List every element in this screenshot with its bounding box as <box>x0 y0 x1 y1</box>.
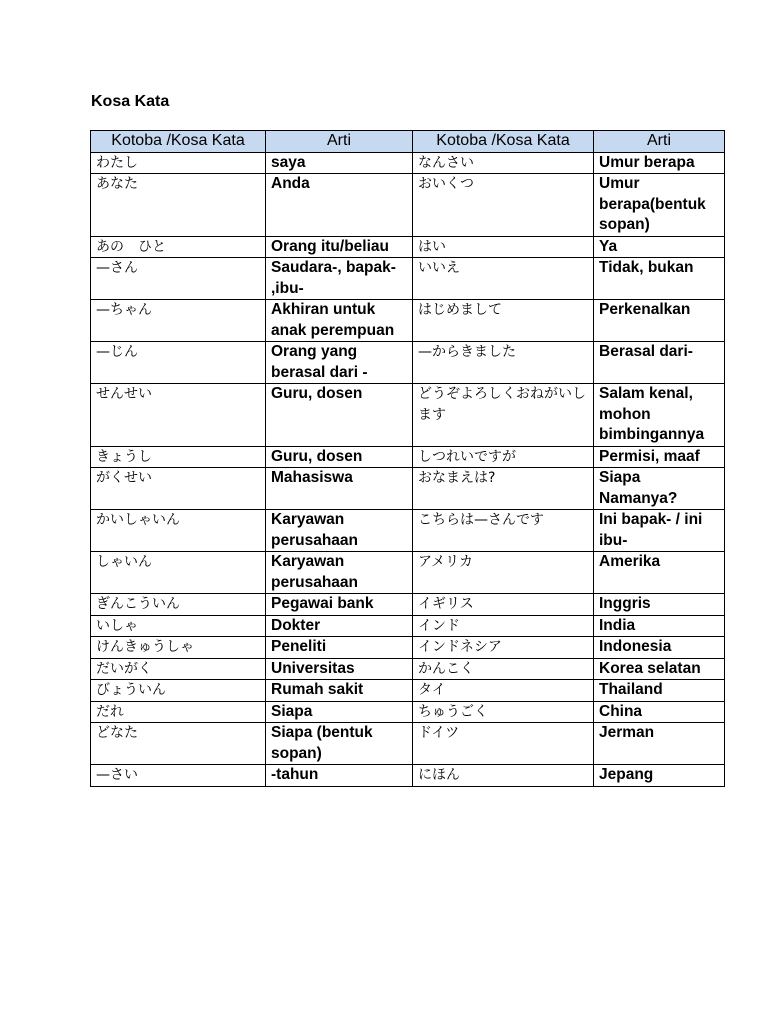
table-row <box>91 152 725 174</box>
page-title: Kosa Kata <box>91 93 170 110</box>
indonesian-meaning-cell: Thailand <box>594 680 725 702</box>
header-kotoba-2: Kotoba /Kosa Kata <box>413 131 594 153</box>
japanese-word-cell: ぎんこういん <box>91 594 266 616</box>
japanese-word-cell: —さい <box>91 765 266 787</box>
indonesian-meaning-cell: India <box>594 615 725 637</box>
japanese-word-cell: いいえ <box>413 258 594 300</box>
japanese-word-cell: けんきゅうしゃ <box>91 637 266 659</box>
indonesian-meaning-cell: Anda <box>266 174 413 237</box>
indonesian-meaning-cell: Ini bapak- / ini ibu- <box>594 510 725 552</box>
header-kotoba-1: Kotoba /Kosa Kata <box>91 131 266 153</box>
indonesian-meaning-cell: Siapa Namanya? <box>594 468 725 510</box>
japanese-word-cell: だれ <box>91 701 266 723</box>
japanese-word-cell: はい <box>413 236 594 258</box>
japanese-word-cell: きょうし <box>91 446 266 468</box>
indonesian-meaning-cell: Karyawan perusahaan <box>266 552 413 594</box>
japanese-word-cell: にほん <box>413 765 594 787</box>
japanese-word-cell: ドイツ <box>413 723 594 765</box>
japanese-word-cell: あなた <box>91 174 266 237</box>
indonesian-meaning-cell: Guru, dosen <box>266 384 413 447</box>
indonesian-meaning-cell: Jerman <box>594 723 725 765</box>
indonesian-meaning-cell: Guru, dosen <box>266 446 413 468</box>
table-row <box>91 552 725 594</box>
japanese-word-cell: なんさい <box>413 152 594 174</box>
table-row <box>91 174 725 237</box>
table-row <box>91 701 725 723</box>
japanese-word-cell: どなた <box>91 723 266 765</box>
indonesian-meaning-cell: Akhiran untuk anak perempuan <box>266 300 413 342</box>
indonesian-meaning-cell: Salam kenal, mohon bimbingannya <box>594 384 725 447</box>
indonesian-meaning-cell: Siapa (bentuk sopan) <box>266 723 413 765</box>
header-arti-1: Arti <box>266 131 413 153</box>
table-row <box>91 510 725 552</box>
japanese-word-cell: タイ <box>413 680 594 702</box>
japanese-word-cell: わたし <box>91 152 266 174</box>
japanese-word-cell: しつれいですが <box>413 446 594 468</box>
indonesian-meaning-cell: saya <box>266 152 413 174</box>
table-row <box>91 658 725 680</box>
table-row <box>91 384 725 447</box>
table-row <box>91 615 725 637</box>
indonesian-meaning-cell: Peneliti <box>266 637 413 659</box>
japanese-word-cell: かいしゃいん <box>91 510 266 552</box>
japanese-word-cell: どうぞよろしくおねがいします <box>413 384 594 447</box>
table-row <box>91 765 725 787</box>
indonesian-meaning-cell: Amerika <box>594 552 725 594</box>
table-row <box>91 637 725 659</box>
indonesian-meaning-cell: Mahasiswa <box>266 468 413 510</box>
japanese-word-cell: おいくつ <box>413 174 594 237</box>
indonesian-meaning-cell: Karyawan perusahaan <box>266 510 413 552</box>
header-arti-2: Arti <box>594 131 725 153</box>
japanese-word-cell: いしゃ <box>91 615 266 637</box>
indonesian-meaning-cell: Orang yang berasal dari - <box>266 342 413 384</box>
japanese-word-cell: —さん <box>91 258 266 300</box>
indonesian-meaning-cell: Korea selatan <box>594 658 725 680</box>
indonesian-meaning-cell: Perkenalkan <box>594 300 725 342</box>
table-row <box>91 300 725 342</box>
indonesian-meaning-cell: China <box>594 701 725 723</box>
indonesian-meaning-cell: Universitas <box>266 658 413 680</box>
table-row <box>91 680 725 702</box>
japanese-word-cell: アメリカ <box>413 552 594 594</box>
japanese-word-cell: インド <box>413 615 594 637</box>
indonesian-meaning-cell: Pegawai bank <box>266 594 413 616</box>
indonesian-meaning-cell: Rumah sakit <box>266 680 413 702</box>
indonesian-meaning-cell: Tidak, bukan <box>594 258 725 300</box>
vocabulary-table <box>90 130 725 787</box>
indonesian-meaning-cell: Umur berapa(bentuk sopan) <box>594 174 725 237</box>
japanese-word-cell: だいがく <box>91 658 266 680</box>
indonesian-meaning-cell: Indonesia <box>594 637 725 659</box>
japanese-word-cell: せんせい <box>91 384 266 447</box>
indonesian-meaning-cell: Saudara-, bapak- ,ibu- <box>266 258 413 300</box>
table-header-row <box>91 131 725 153</box>
japanese-word-cell: こちらは—さんです <box>413 510 594 552</box>
table-row <box>91 258 725 300</box>
indonesian-meaning-cell: Umur berapa <box>594 152 725 174</box>
table-row <box>91 342 725 384</box>
table-row <box>91 723 725 765</box>
japanese-word-cell: インドネシア <box>413 637 594 659</box>
japanese-word-cell: おなまえは? <box>413 468 594 510</box>
japanese-word-cell: あの ひと <box>91 236 266 258</box>
japanese-word-cell: びょういん <box>91 680 266 702</box>
table-row <box>91 468 725 510</box>
indonesian-meaning-cell: Orang itu/beliau <box>266 236 413 258</box>
indonesian-meaning-cell: Ya <box>594 236 725 258</box>
japanese-word-cell: —じん <box>91 342 266 384</box>
indonesian-meaning-cell: Dokter <box>266 615 413 637</box>
japanese-word-cell: がくせい <box>91 468 266 510</box>
japanese-word-cell: —からきました <box>413 342 594 384</box>
japanese-word-cell: はじめまして <box>413 300 594 342</box>
table-row <box>91 236 725 258</box>
indonesian-meaning-cell: Permisi, maaf <box>594 446 725 468</box>
japanese-word-cell: かんこく <box>413 658 594 680</box>
table-row <box>91 446 725 468</box>
japanese-word-cell: ちゅうごく <box>413 701 594 723</box>
japanese-word-cell: しゃいん <box>91 552 266 594</box>
japanese-word-cell: —ちゃん <box>91 300 266 342</box>
indonesian-meaning-cell: Inggris <box>594 594 725 616</box>
indonesian-meaning-cell: Jepang <box>594 765 725 787</box>
table-row <box>91 594 725 616</box>
indonesian-meaning-cell: -tahun <box>266 765 413 787</box>
japanese-word-cell: イギリス <box>413 594 594 616</box>
indonesian-meaning-cell: Siapa <box>266 701 413 723</box>
indonesian-meaning-cell: Berasal dari- <box>594 342 725 384</box>
